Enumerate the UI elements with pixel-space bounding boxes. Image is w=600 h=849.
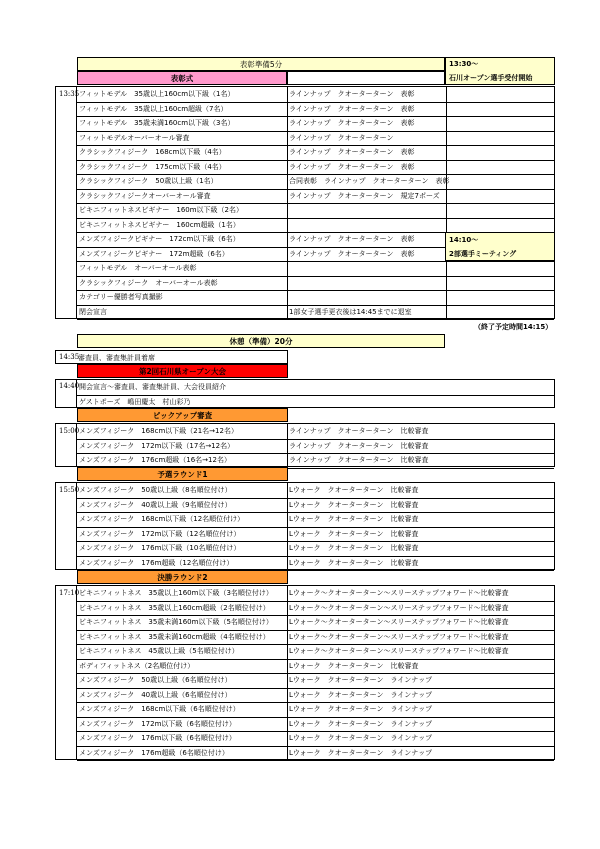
- pickup-time: 15:00: [59, 427, 80, 435]
- ceremony-action: ラインナップ クオーターターン 表彰: [289, 249, 415, 258]
- meeting-box: [445, 232, 555, 261]
- break-header: 休憩（準備）20分: [77, 334, 445, 348]
- ceremony-category: フィットモデル 35歳以上160cm以下級（1名）: [79, 90, 235, 99]
- finals-action: Lウォーク〜クオーターターン〜スリーステップフォワード〜比較審査: [289, 618, 509, 627]
- ceremony-action: ラインナップ クオーターターン 表彰: [289, 148, 415, 157]
- ceremony-action: ラインナップ クオーターターン 表彰: [289, 235, 415, 244]
- ceremony-row: [77, 203, 554, 219]
- ceremony-row: [77, 116, 554, 132]
- finals-action: Lウォーク〜クオーターターン〜スリーステップフォワード〜比較審査: [289, 589, 509, 598]
- ceremony-row: [77, 290, 554, 306]
- finals-row: [77, 702, 554, 718]
- finals-category: ビキニフィットネス 35歳未満160cm超級（4名順位付け）: [79, 632, 270, 641]
- prelim-row: [77, 556, 554, 572]
- ceremony-category: クラシックフィジークオーバーオール審査: [79, 191, 211, 200]
- judges-time: 14:35: [59, 353, 80, 361]
- ceremony-category: ビキニフィットネスビギナー 160cm超級（1名）: [79, 220, 240, 229]
- pickup-section: [55, 423, 555, 467]
- finals-category: メンズフィジーク 172m以下級（6名順位付け）: [79, 719, 236, 728]
- ceremony-action: 1部女子選手更衣後は14:45までに退室: [289, 307, 412, 316]
- ceremony-action: ラインナップ クオーターターン 表彰: [289, 104, 415, 113]
- ceremony-category: メンズフィジークビギナー 172m超級（6名）: [79, 249, 229, 258]
- contest-banner: 第2回石川県オープン大会: [77, 364, 288, 378]
- prelim-category: メンズフィジーク 40歳以上級（9名順位付け）: [79, 500, 232, 509]
- ceremony-category: フィットモデル 35歳以上160cm超級（7名）: [79, 104, 228, 113]
- pickup-row: [77, 424, 554, 440]
- prelim-category: メンズフィジーク 176m以下級（10名順位付け）: [79, 544, 241, 553]
- pickup-category: メンズフィジーク 176cm超級（16名→12名）: [79, 456, 231, 465]
- ceremony-row: [77, 102, 554, 118]
- finals-row: [77, 659, 554, 675]
- finals-row: [77, 601, 554, 617]
- finals-section: [55, 585, 555, 760]
- ceremony-row: [77, 160, 554, 176]
- ceremony-action: ラインナップ クオーターターン 表彰: [289, 162, 415, 171]
- ceremony-row: [77, 131, 554, 147]
- ceremony-row: [77, 305, 554, 321]
- ceremony-row: [77, 87, 554, 103]
- ceremony-action: ラインナップ クオーターターン 表彰: [289, 119, 415, 128]
- finals-time: 17:10: [59, 589, 80, 597]
- finals-action: Lウォーク クオーターターン ラインナップ: [289, 748, 433, 757]
- ceremony-category: フィットモデルオーバーオール審査: [79, 133, 190, 142]
- finals-category: メンズフィジーク 168cm以下級（6名順位付け）: [79, 705, 240, 714]
- column-divider: [287, 424, 288, 466]
- finals-row: [77, 731, 554, 747]
- finals-action: Lウォーク クオーターターン ラインナップ: [289, 719, 433, 728]
- prelim-row: [77, 512, 554, 528]
- column-divider: [446, 87, 447, 318]
- column-divider: [287, 87, 288, 318]
- ceremony-row: [77, 261, 554, 277]
- finals-row: [77, 746, 554, 762]
- finals-category: ビキニフィットネス 45歳以上級（5名順位付け）: [79, 647, 239, 656]
- finals-category: メンズフィジーク 176m以下級（6名順位付け）: [79, 734, 236, 743]
- prelim-action: Lウォーク クオーターターン 比較審査: [289, 515, 419, 524]
- prelim-row: [77, 541, 554, 557]
- prelim-action: Lウォーク クオーターターン 比較審査: [289, 486, 419, 495]
- ceremony-action: ラインナップ クオーターターン: [289, 133, 394, 142]
- ceremony-row: [77, 145, 554, 161]
- ceremony-category: ビキニフィットネスビギナー 160m以下級（2名）: [79, 206, 244, 215]
- prelim-action: Lウォーク クオーターターン 比較審査: [289, 529, 419, 538]
- ceremony-header-blank: [287, 71, 445, 85]
- opening-row: [77, 395, 554, 410]
- end-time-note: （終了予定時間14:15）: [474, 323, 553, 331]
- prelim-row: [77, 527, 554, 543]
- finals-category: メンズフィジーク 40歳以上級（6名順位付け）: [79, 690, 232, 699]
- finals-row: [77, 688, 554, 704]
- ceremony-row: [77, 276, 554, 292]
- prelim-category: メンズフィジーク 172m以下級（12名順位付け）: [79, 529, 241, 538]
- pickup-category: メンズフィジーク 172m以下級（17名→12名）: [79, 441, 235, 450]
- finals-action: Lウォーク クオーターターン 比較審査: [289, 661, 419, 670]
- ceremony-row: [77, 218, 554, 234]
- finals-action: Lウォーク クオーターターン ラインナップ: [289, 705, 433, 714]
- ceremony-category: クラシックフィジーク 168cm以下級（4名）: [79, 148, 226, 157]
- finals-action: Lウォーク クオーターターン ラインナップ: [289, 734, 433, 743]
- finals-category: ボディフィットネス（2名順位付け）: [79, 661, 195, 670]
- finals-action: Lウォーク〜クオーターターン〜スリーステップフォワード〜比較審査: [289, 632, 509, 641]
- finals-header: 決勝ラウンド2: [77, 570, 288, 584]
- finals-row: [77, 615, 554, 631]
- opening-row: [77, 380, 554, 396]
- meeting-label: 2部選手ミーティング: [449, 250, 517, 258]
- judges-row: [55, 350, 288, 364]
- column-divider: [287, 586, 288, 759]
- ceremony-category: フィットモデル オーバーオール表彰: [79, 264, 197, 273]
- pickup-category: メンズフィジーク 168cm以下級（21名→12名）: [79, 427, 238, 436]
- ceremony-category: クラシックフィジーク 175cm以下級（4名）: [79, 162, 226, 171]
- prelim-category: メンズフィジーク 50歳以上級（8名順位付け）: [79, 486, 232, 495]
- prelim-row: [77, 483, 554, 499]
- prelim-category: メンズフィジーク 176m超級（12名順位付け）: [79, 558, 234, 567]
- ceremony-action: 合同表彰 ラインナップ クオーターターン 表彰: [289, 177, 450, 186]
- prelim-header: 予選ラウンド1: [77, 467, 288, 481]
- prelim-category: メンズフィジーク 168cm以下級（12名順位付け）: [79, 515, 245, 524]
- finals-action: Lウォーク クオーターターン ラインナップ: [289, 676, 433, 685]
- ceremony-category: メンズフィジークビギナー 172cm以下級（6名）: [79, 235, 240, 244]
- prep-header: 表彰準備5分: [77, 57, 445, 71]
- ceremony-category: フィットモデル 35歳未満160cm以下級（3名）: [79, 119, 235, 128]
- ceremony-row: [77, 189, 554, 205]
- finals-category: ビキニフィットネス 35歳以上160m以下級（3名順位付け）: [79, 589, 273, 598]
- finals-category: メンズフィジーク 176m超級（6名順位付け）: [79, 748, 229, 757]
- prelim-row: [77, 498, 554, 514]
- ceremony-row: [77, 174, 554, 190]
- finals-action: Lウォーク クオーターターン ラインナップ: [289, 690, 433, 699]
- judges-text: 審査員、審査集計員着席: [78, 354, 155, 362]
- ceremony-category: クラシックフィジーク オーバーオール表彰: [79, 278, 218, 287]
- opening-text: 開会宣言〜審査員、審査集計員、大会役員紹介: [79, 383, 226, 392]
- finals-action: Lウォーク〜クオーターターン〜スリーステップフォワード〜比較審査: [289, 603, 509, 612]
- pickup-action: ラインナップ クオーターターン 比較審査: [289, 441, 429, 450]
- ceremony-time: 13:35: [59, 90, 80, 98]
- reception-label: 石川オープン選手受付開始: [449, 74, 533, 82]
- ceremony-action: ラインナップ クオーターターン 規定7ポーズ: [289, 191, 440, 200]
- ceremony-category: クラシックフィジーク 50歳以上級（1名）: [79, 177, 218, 186]
- ceremony-category: 閉会宣言: [79, 307, 107, 316]
- pickup-action: ラインナップ クオーターターン 比較審査: [289, 427, 429, 436]
- finals-category: ビキニフィットネス 35歳以上160cm超級（2名順位付け）: [79, 603, 270, 612]
- prelim-action: Lウォーク クオーターターン 比較審査: [289, 500, 419, 509]
- prelim-action: Lウォーク クオーターターン 比較審査: [289, 544, 419, 553]
- guest-pose-text: ゲストポーズ 嶋田慶太 村山彩乃: [79, 397, 191, 406]
- ceremony-header: 表彰式: [77, 71, 287, 85]
- finals-category: メンズフィジーク 50歳以上級（6名順位付け）: [79, 676, 232, 685]
- opening-section: [55, 379, 555, 408]
- finals-row: [77, 673, 554, 689]
- finals-row: [77, 644, 554, 660]
- pickup-header: ピックアップ審査: [77, 408, 288, 422]
- finals-action: Lウォーク〜クオーターターン〜スリーステップフォワード〜比較審査: [289, 647, 509, 656]
- column-divider: [287, 483, 288, 569]
- ceremony-action: ラインナップ クオーターターン 表彰: [289, 90, 415, 99]
- finals-row: [77, 630, 554, 646]
- pickup-action: ラインナップ クオーターターン 比較審査: [289, 456, 429, 465]
- ceremony-category: カテゴリー優勝者写真撮影: [79, 293, 163, 302]
- reception-box: [445, 57, 555, 85]
- prelim-section: [55, 482, 555, 570]
- finals-row: [77, 586, 554, 602]
- meeting-time: 14:10〜: [449, 236, 479, 244]
- reception-time: 13:30〜: [449, 60, 479, 68]
- ceremony-section: [55, 86, 555, 319]
- finals-row: [77, 717, 554, 733]
- pickup-row: [77, 439, 554, 455]
- prelim-action: Lウォーク クオーターターン 比較審査: [289, 558, 419, 567]
- opening-time: 14:40: [59, 382, 80, 390]
- finals-category: ビキニフィットネス 35歳未満160m以下級（5名順位付け）: [79, 618, 273, 627]
- prelim-time: 15:50: [59, 486, 80, 494]
